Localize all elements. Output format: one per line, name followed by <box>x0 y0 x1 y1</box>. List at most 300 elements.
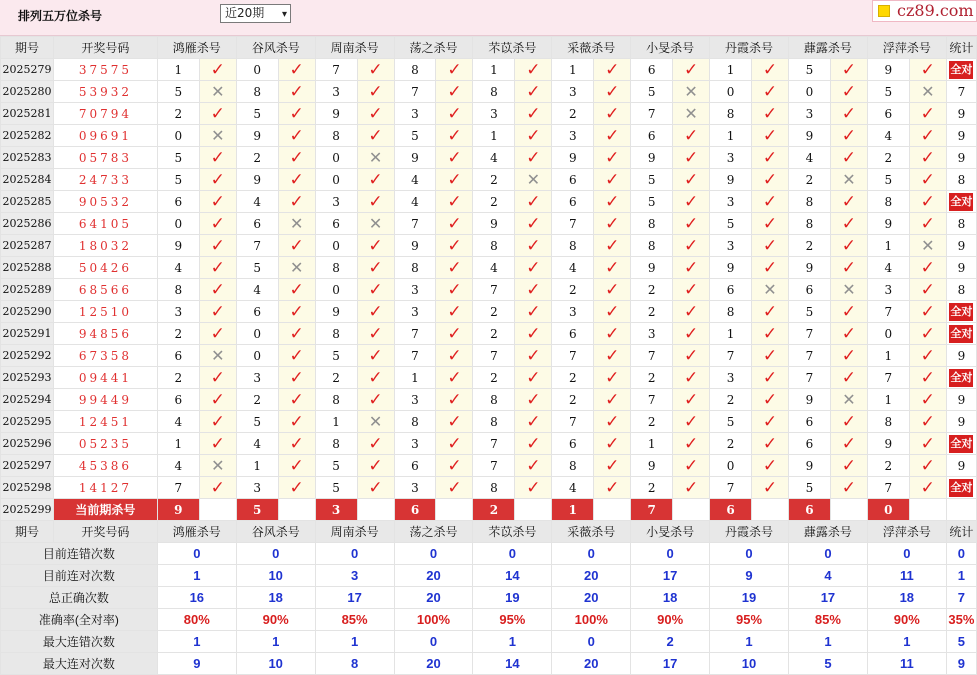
draw-number-cell: 64105 <box>53 213 157 235</box>
check-icon: ✓ <box>909 169 946 191</box>
kill-number-cell: 9 <box>315 103 357 125</box>
stat-cell <box>946 433 976 455</box>
kill-number-cell: 0 <box>867 323 909 345</box>
kill-number-cell: 8 <box>552 455 594 477</box>
kill-number-cell: 7 <box>394 81 436 103</box>
stat-value: 90% <box>236 609 315 631</box>
kill-number-cell: 7 <box>867 301 909 323</box>
kill-number-cell: 3 <box>867 279 909 301</box>
table-row <box>1 125 977 147</box>
check-icon: ✓ <box>515 279 552 301</box>
check-icon: ✓ <box>199 323 236 345</box>
check-icon: ✓ <box>515 147 552 169</box>
stat-value: 19 <box>710 587 789 609</box>
stat-value: 17 <box>631 565 710 587</box>
check-icon: ✓ <box>515 389 552 411</box>
current-kill-number: 6 <box>394 499 436 521</box>
kill-number-cell: 4 <box>394 169 436 191</box>
check-icon: ✓ <box>594 191 631 213</box>
kill-number-cell: 1 <box>236 455 278 477</box>
check-icon: ✓ <box>752 169 789 191</box>
site-logo[interactable] <box>872 0 977 22</box>
col-header-expert[interactable]: 采薇杀号 <box>552 37 631 59</box>
col-header-expert[interactable]: 丹霞杀号 <box>710 521 789 543</box>
current-kill-blank <box>199 499 236 521</box>
check-icon: ✓ <box>515 191 552 213</box>
col-header-expert[interactable]: 芣苡杀号 <box>473 521 552 543</box>
kill-number-cell: 3 <box>710 191 752 213</box>
issue-cell: 2025279 <box>1 59 54 81</box>
col-header-expert[interactable]: 芣苡杀号 <box>473 37 552 59</box>
check-icon: ✓ <box>752 103 789 125</box>
all-correct-badge: 全对 <box>949 303 973 321</box>
kill-number-cell: 5 <box>631 191 673 213</box>
check-icon: ✓ <box>357 455 394 477</box>
cross-icon: ✕ <box>278 213 315 235</box>
kill-number-cell: 0 <box>157 125 199 147</box>
kill-number-cell: 1 <box>631 433 673 455</box>
kill-number-cell: 1 <box>394 367 436 389</box>
check-icon: ✓ <box>594 235 631 257</box>
check-icon: ✓ <box>752 345 789 367</box>
check-icon: ✓ <box>909 411 946 433</box>
issue-cell: 2025290 <box>1 301 54 323</box>
col-header-expert[interactable]: 蕼露杀号 <box>788 521 867 543</box>
kill-number-cell: 3 <box>315 81 357 103</box>
check-icon: ✓ <box>909 477 946 499</box>
check-icon: ✓ <box>594 213 631 235</box>
kill-number-cell: 6 <box>236 213 278 235</box>
check-icon: ✓ <box>436 213 473 235</box>
kill-number-cell: 9 <box>710 257 752 279</box>
stat-total: 35% <box>946 609 976 631</box>
check-icon: ✓ <box>909 345 946 367</box>
kill-number-cell: 4 <box>236 191 278 213</box>
kill-number-cell: 4 <box>236 279 278 301</box>
stat-cell: 9 <box>946 147 976 169</box>
stat-cell: 9 <box>946 103 976 125</box>
check-icon: ✓ <box>830 125 867 147</box>
kill-number-cell: 5 <box>710 213 752 235</box>
table-row <box>1 279 977 301</box>
check-icon: ✓ <box>752 125 789 147</box>
table-row <box>1 59 977 81</box>
check-icon: ✓ <box>594 279 631 301</box>
check-icon: ✓ <box>673 455 710 477</box>
table-row <box>1 367 977 389</box>
stat-value: 0 <box>394 631 473 653</box>
kill-number-cell: 8 <box>788 191 830 213</box>
kill-number-cell: 6 <box>867 103 909 125</box>
table-row <box>1 235 977 257</box>
check-icon: ✓ <box>357 125 394 147</box>
kill-number-cell: 5 <box>315 345 357 367</box>
check-icon: ✓ <box>199 59 236 81</box>
col-header-expert[interactable]: 鸿雁杀号 <box>157 521 236 543</box>
col-header-expert[interactable]: 蕼露杀号 <box>788 37 867 59</box>
kill-number-cell: 8 <box>394 411 436 433</box>
kill-number-cell: 0 <box>236 323 278 345</box>
kill-number-cell: 8 <box>473 389 515 411</box>
col-header-expert[interactable]: 谷风杀号 <box>236 521 315 543</box>
check-icon: ✓ <box>830 235 867 257</box>
col-header-expert[interactable]: 荡之杀号 <box>394 37 473 59</box>
check-icon: ✓ <box>515 301 552 323</box>
stat-value: 1 <box>710 631 789 653</box>
check-icon: ✓ <box>278 103 315 125</box>
check-icon: ✓ <box>515 323 552 345</box>
check-icon: ✓ <box>357 279 394 301</box>
kill-number-cell: 9 <box>473 213 515 235</box>
kill-number-cell: 1 <box>867 389 909 411</box>
kill-number-cell: 8 <box>473 81 515 103</box>
table-row <box>1 169 977 191</box>
issue-cell: 2025284 <box>1 169 54 191</box>
stat-value: 0 <box>157 543 236 565</box>
stat-value: 19 <box>473 587 552 609</box>
check-icon: ✓ <box>752 235 789 257</box>
all-correct-badge: 全对 <box>949 61 973 79</box>
check-icon: ✓ <box>673 191 710 213</box>
kill-number-cell: 0 <box>315 235 357 257</box>
kill-number-cell: 9 <box>788 257 830 279</box>
check-icon: ✓ <box>278 279 315 301</box>
check-icon: ✓ <box>673 411 710 433</box>
kill-number-cell: 5 <box>236 411 278 433</box>
col-header-stat: 统计 <box>946 521 976 543</box>
col-header-expert[interactable]: 浮萍杀号 <box>867 521 946 543</box>
stat-value: 100% <box>394 609 473 631</box>
current-kill-blank <box>357 499 394 521</box>
kill-number-cell: 9 <box>867 59 909 81</box>
chevron-down-icon: ▾ <box>281 9 287 20</box>
stat-cell: 9 <box>946 389 976 411</box>
check-icon: ✓ <box>515 213 552 235</box>
cross-icon: ✕ <box>752 279 789 301</box>
issue-cell: 2025280 <box>1 81 54 103</box>
kill-number-cell: 7 <box>394 323 436 345</box>
kill-number-cell: 9 <box>394 147 436 169</box>
check-icon: ✓ <box>515 433 552 455</box>
check-icon: ✓ <box>909 323 946 345</box>
kill-number-cell: 8 <box>157 279 199 301</box>
check-icon: ✓ <box>278 433 315 455</box>
stat-row <box>1 609 977 631</box>
check-icon: ✓ <box>594 411 631 433</box>
kill-number-cell: 0 <box>315 169 357 191</box>
kill-number-cell: 8 <box>473 477 515 499</box>
check-icon: ✓ <box>357 235 394 257</box>
col-header-expert[interactable]: 荡之杀号 <box>394 521 473 543</box>
kill-number-cell: 7 <box>631 345 673 367</box>
kill-number-cell: 7 <box>236 235 278 257</box>
kill-number-cell: 1 <box>157 433 199 455</box>
cross-icon: ✕ <box>357 147 394 169</box>
col-header-expert[interactable]: 鸿雁杀号 <box>157 37 236 59</box>
current-kill-blank <box>278 499 315 521</box>
stat-row <box>1 565 977 587</box>
check-icon: ✓ <box>515 411 552 433</box>
kill-number-cell: 8 <box>788 213 830 235</box>
stat-value: 10 <box>236 653 315 675</box>
stat-total: 0 <box>946 543 976 565</box>
kill-number-cell: 9 <box>157 235 199 257</box>
kill-number-cell: 6 <box>236 301 278 323</box>
current-kill-blank <box>830 499 867 521</box>
check-icon: ✓ <box>594 257 631 279</box>
check-icon: ✓ <box>594 345 631 367</box>
check-icon: ✓ <box>357 477 394 499</box>
kill-number-cell: 1 <box>552 59 594 81</box>
issue-cell: 2025294 <box>1 389 54 411</box>
stat-row <box>1 631 977 653</box>
check-icon: ✓ <box>752 59 789 81</box>
check-icon: ✓ <box>830 411 867 433</box>
kill-number-cell: 8 <box>315 125 357 147</box>
check-icon: ✓ <box>357 367 394 389</box>
check-icon: ✓ <box>752 367 789 389</box>
stat-label: 目前连对次数 <box>1 565 158 587</box>
kill-number-cell: 6 <box>552 323 594 345</box>
kill-number-cell: 9 <box>631 147 673 169</box>
table-row <box>1 213 977 235</box>
stat-value: 0 <box>236 543 315 565</box>
check-icon: ✓ <box>199 169 236 191</box>
col-header-expert[interactable]: 小旻杀号 <box>631 521 710 543</box>
check-icon: ✓ <box>199 411 236 433</box>
check-icon: ✓ <box>357 301 394 323</box>
check-icon: ✓ <box>278 169 315 191</box>
kill-number-cell: 5 <box>394 125 436 147</box>
kill-number-cell: 2 <box>552 367 594 389</box>
check-icon: ✓ <box>673 323 710 345</box>
stat-value: 0 <box>788 543 867 565</box>
stat-value: 8 <box>315 653 394 675</box>
kill-number-cell: 8 <box>552 235 594 257</box>
col-header-expert[interactable]: 采薇杀号 <box>552 521 631 543</box>
draw-number-cell: 45386 <box>53 455 157 477</box>
check-icon: ✓ <box>830 103 867 125</box>
kill-number-cell: 3 <box>552 81 594 103</box>
check-icon: ✓ <box>199 235 236 257</box>
period-select[interactable] <box>220 4 291 23</box>
stat-value: 0 <box>631 543 710 565</box>
kill-number-cell: 3 <box>473 103 515 125</box>
kill-number-cell: 3 <box>710 367 752 389</box>
kill-number-cell: 2 <box>236 147 278 169</box>
kill-number-cell: 7 <box>552 345 594 367</box>
check-icon: ✓ <box>594 59 631 81</box>
stat-cell: 9 <box>946 257 976 279</box>
check-icon: ✓ <box>594 323 631 345</box>
stat-cell <box>946 191 976 213</box>
check-icon: ✓ <box>752 301 789 323</box>
stat-value: 5 <box>788 653 867 675</box>
check-icon: ✓ <box>515 103 552 125</box>
kill-number-cell: 5 <box>631 169 673 191</box>
check-icon: ✓ <box>673 169 710 191</box>
kill-number-cell: 9 <box>788 389 830 411</box>
kill-number-cell: 4 <box>552 257 594 279</box>
check-icon: ✓ <box>752 411 789 433</box>
kill-number-cell: 2 <box>236 389 278 411</box>
check-icon: ✓ <box>515 81 552 103</box>
col-header-expert[interactable]: 周南杀号 <box>315 521 394 543</box>
check-icon: ✓ <box>278 345 315 367</box>
stat-cell: 8 <box>946 169 976 191</box>
stat-total: 5 <box>946 631 976 653</box>
stat-value: 0 <box>867 543 946 565</box>
kill-number-cell: 1 <box>473 125 515 147</box>
check-icon: ✓ <box>752 323 789 345</box>
check-icon: ✓ <box>830 477 867 499</box>
stat-value: 0 <box>394 543 473 565</box>
issue-cell: 2025289 <box>1 279 54 301</box>
stat-value: 95% <box>473 609 552 631</box>
kill-number-cell: 8 <box>394 59 436 81</box>
kill-number-cell: 1 <box>315 411 357 433</box>
current-kill-blank <box>673 499 710 521</box>
stat-value: 20 <box>394 653 473 675</box>
kill-number-cell: 8 <box>315 323 357 345</box>
stat-value: 18 <box>867 587 946 609</box>
kill-number-cell: 6 <box>788 433 830 455</box>
stat-value: 17 <box>631 653 710 675</box>
stat-value: 1 <box>157 631 236 653</box>
kill-number-cell: 2 <box>157 323 199 345</box>
check-icon: ✓ <box>830 147 867 169</box>
stat-value: 90% <box>867 609 946 631</box>
issue-cell: 2025287 <box>1 235 54 257</box>
kill-number-cell: 7 <box>394 213 436 235</box>
kill-number-cell: 5 <box>157 81 199 103</box>
draw-number-cell: 09691 <box>53 125 157 147</box>
cross-icon: ✕ <box>673 81 710 103</box>
check-icon: ✓ <box>278 235 315 257</box>
kill-number-cell: 5 <box>631 81 673 103</box>
check-icon: ✓ <box>515 235 552 257</box>
check-icon: ✓ <box>594 125 631 147</box>
stat-cell: 9 <box>946 411 976 433</box>
kill-number-cell: 2 <box>552 103 594 125</box>
stat-value: 1 <box>157 565 236 587</box>
stat-value: 16 <box>157 587 236 609</box>
kill-number-cell: 8 <box>867 411 909 433</box>
check-icon: ✓ <box>830 323 867 345</box>
check-icon: ✓ <box>199 301 236 323</box>
check-icon: ✓ <box>909 125 946 147</box>
kill-number-cell: 6 <box>157 345 199 367</box>
kill-number-cell: 3 <box>631 323 673 345</box>
stat-cell: 7 <box>946 81 976 103</box>
current-kill-number: 9 <box>157 499 199 521</box>
kill-number-cell: 1 <box>710 323 752 345</box>
check-icon: ✓ <box>673 257 710 279</box>
kill-number-cell: 3 <box>236 367 278 389</box>
stat-value: 1 <box>315 631 394 653</box>
kill-number-cell: 2 <box>788 169 830 191</box>
current-kill-number: 2 <box>473 499 515 521</box>
kill-number-cell: 8 <box>867 191 909 213</box>
kill-number-cell: 6 <box>788 279 830 301</box>
check-icon: ✓ <box>830 367 867 389</box>
check-icon: ✓ <box>278 59 315 81</box>
check-icon: ✓ <box>436 169 473 191</box>
check-icon: ✓ <box>752 477 789 499</box>
stat-label: 最大连错次数 <box>1 631 158 653</box>
col-header-expert[interactable]: 丹霞杀号 <box>710 37 789 59</box>
kill-number-cell: 2 <box>473 367 515 389</box>
col-header-issue: 期号 <box>1 521 54 543</box>
check-icon: ✓ <box>199 433 236 455</box>
stat-value: 4 <box>788 565 867 587</box>
check-icon: ✓ <box>278 389 315 411</box>
kill-number-cell: 6 <box>315 213 357 235</box>
kill-number-cell: 2 <box>788 235 830 257</box>
issue-cell: 2025297 <box>1 455 54 477</box>
col-header-expert[interactable]: 小旻杀号 <box>631 37 710 59</box>
kill-number-cell: 7 <box>788 367 830 389</box>
kill-number-cell: 4 <box>394 191 436 213</box>
table-row <box>1 411 977 433</box>
kill-number-cell: 7 <box>788 345 830 367</box>
stat-value: 11 <box>867 565 946 587</box>
current-kill-blank <box>752 499 789 521</box>
check-icon: ✓ <box>594 367 631 389</box>
check-icon: ✓ <box>199 147 236 169</box>
stat-value: 85% <box>315 609 394 631</box>
table-row <box>1 147 977 169</box>
kill-number-cell: 2 <box>710 433 752 455</box>
draw-number-cell: 67358 <box>53 345 157 367</box>
stat-cell <box>946 59 976 81</box>
check-icon: ✓ <box>673 213 710 235</box>
check-icon: ✓ <box>436 389 473 411</box>
check-icon: ✓ <box>199 367 236 389</box>
col-header-expert[interactable]: 周南杀号 <box>315 37 394 59</box>
col-header-expert[interactable]: 浮萍杀号 <box>867 37 946 59</box>
kill-number-cell: 2 <box>473 301 515 323</box>
kill-number-cell: 7 <box>473 345 515 367</box>
draw-number-cell: 70794 <box>53 103 157 125</box>
check-icon: ✓ <box>830 455 867 477</box>
cross-icon: ✕ <box>199 455 236 477</box>
cross-icon: ✕ <box>830 169 867 191</box>
check-icon: ✓ <box>436 235 473 257</box>
draw-number-cell: 24733 <box>53 169 157 191</box>
current-stat-blank <box>946 499 976 521</box>
kill-number-cell: 7 <box>631 389 673 411</box>
kill-number-cell: 4 <box>788 147 830 169</box>
check-icon: ✓ <box>594 301 631 323</box>
kill-number-cell: 7 <box>867 367 909 389</box>
col-header-expert[interactable]: 谷风杀号 <box>236 37 315 59</box>
check-icon: ✓ <box>357 169 394 191</box>
check-icon: ✓ <box>594 433 631 455</box>
stat-value: 18 <box>236 587 315 609</box>
check-icon: ✓ <box>830 213 867 235</box>
kill-number-cell: 6 <box>788 411 830 433</box>
col-header-stat: 统计 <box>946 37 976 59</box>
cross-icon: ✕ <box>830 389 867 411</box>
check-icon: ✓ <box>515 455 552 477</box>
table-row <box>1 257 977 279</box>
current-kill-number: 5 <box>236 499 278 521</box>
page-title: 排列五万位杀号 <box>18 9 103 23</box>
kill-number-cell: 8 <box>315 389 357 411</box>
kill-number-cell: 2 <box>867 455 909 477</box>
check-icon: ✓ <box>594 169 631 191</box>
